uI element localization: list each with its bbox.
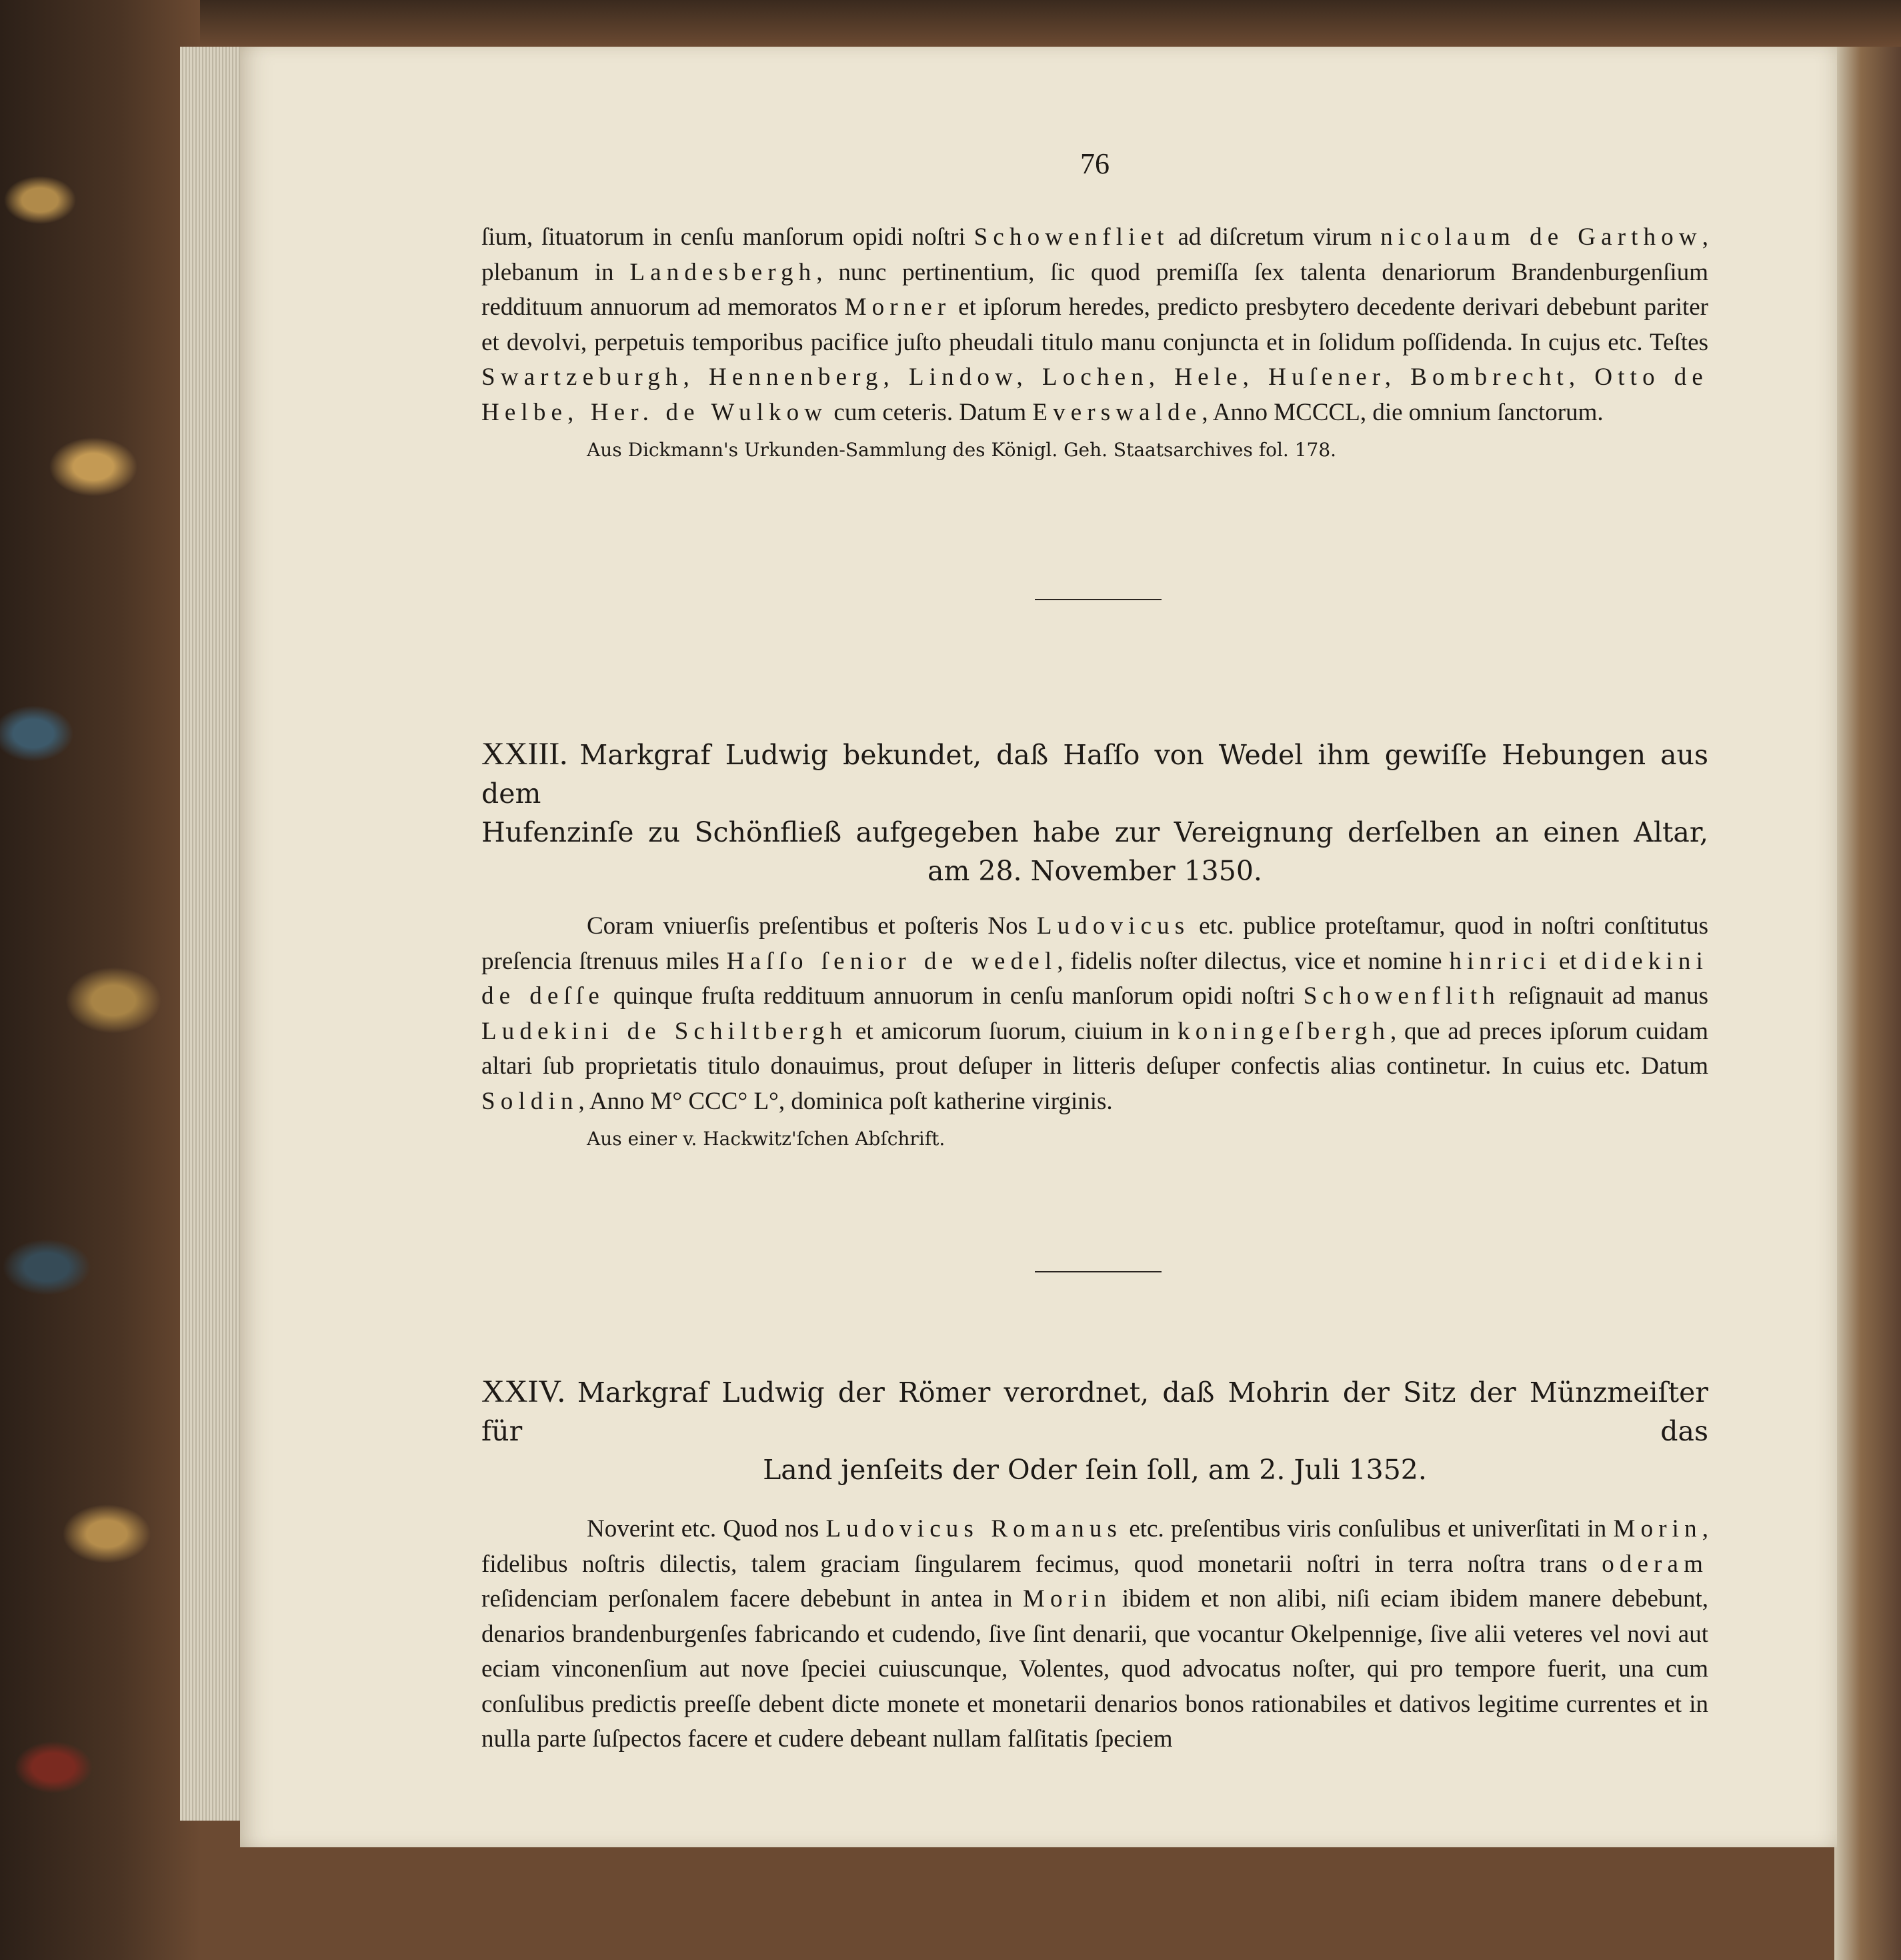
text-run: reſignauit ad manus — [1500, 982, 1709, 1010]
document-text-xxiv — [481, 1512, 1708, 1757]
text-run: etc. publice proteſtamur, quod in noſtri conſtitutus preſencia ſtrenuus miles — [481, 912, 1708, 975]
text-run: et ipſorum heredes, predicto presbytero decedente derivari debebunt pariter et devolvi, perpetuis temporibus pacifice juſto pheudali titulo manu conjuncta et in ſolidum poſſidenda. In cujus etc. Teſtes — [481, 293, 1708, 356]
text-run: , que ad preces ipſorum cuidam altari ſub proprietatis titulo donauimus, prout deſuper in litteris deſuper confectis alias continetur. In cuius etc. Datum — [481, 1017, 1708, 1080]
spaced-name: Swartzeburgh, Hennenberg, Lindow, Lochen, Hele, Huſener, Bombrecht, Otto de Helbe, Her. de Wulkow — [481, 363, 1708, 426]
text-run: , fidelibus noſtris dilectis, talem graciam ſingularem fecimus, quod monetarii noſtri in terra noſtra trans — [481, 1515, 1708, 1578]
spaced-name: Morin — [1023, 1585, 1112, 1613]
heading-line-2: Hufenzinſe zu Schönfließ aufgegeben habe zur Vereignung derſelben an einen Altar, — [481, 816, 1708, 848]
heading-line-1: XXIV. Markgraf Ludwig der Römer verordnet, daß Mohrin der Sitz der Münzmeiſter für das — [481, 1374, 1708, 1447]
heading-line-2: Land jenſeits der Oder ſein ſoll, am 2. Juli 1352. — [763, 1454, 1427, 1486]
spaced-name: hinrici — [1449, 947, 1552, 975]
document-source-xxiii: Aus einer v. Hackwitz'ſchen Abſchrift. — [587, 1128, 945, 1150]
document-heading-xxiii — [481, 735, 1708, 890]
text-run: , nunc pertinentium, ſic quod premiſſa ſex talenta denariorum Brandenburgenſium reddituum annuorum ad memoratos — [481, 258, 1709, 321]
separator-rule-2 — [1035, 1271, 1162, 1272]
spaced-name: Ludovicus — [1036, 912, 1190, 940]
text-run: quinque fruſta reddituum annuorum in cenſu manſorum opidi noſtri — [604, 982, 1304, 1010]
document-number: XXIV. — [481, 1374, 565, 1409]
book-page — [240, 47, 1837, 1847]
text-run: Coram vniuerſis preſentibus et poſteris Nos — [587, 912, 1037, 940]
page-number: 76 — [1080, 147, 1110, 180]
text-run: reſidenciam perſonalem facere debebunt in antea in — [481, 1585, 1024, 1613]
separator-rule-1 — [1035, 599, 1162, 600]
spaced-name: Ludekini de Schiltbergh — [481, 1017, 848, 1045]
spaced-name: Schowenfliet — [974, 223, 1170, 251]
spaced-name: didekini de deſſe — [481, 947, 1708, 1010]
text-run: cum ceteris. Datum — [827, 398, 1033, 426]
spaced-name: koningeſbergh — [1178, 1017, 1391, 1045]
spaced-name: Morner — [844, 293, 952, 321]
spaced-name: Soldin — [481, 1087, 579, 1115]
page-edges — [180, 47, 240, 1821]
spaced-name: nicolaum de Garthow — [1380, 223, 1702, 251]
book-cover-top — [0, 0, 1901, 47]
text-run: , fidelis noſter dilectus, vice et nomine — [1057, 947, 1450, 975]
continuation-block — [481, 220, 1708, 463]
continuation-text — [481, 220, 1708, 430]
text-run: , Anno M° CCC° L°, dominica poſt katherine virginis. — [578, 1087, 1113, 1115]
text-run: ſium, ſituatorum in cenſu manſorum opidi noſtri — [481, 223, 974, 251]
text-run: ad diſcretum virum — [1169, 223, 1381, 251]
document-number: XXIII. — [481, 736, 568, 772]
text-run: etc. preſentibus viris conſulibus et univerſitati in — [1122, 1515, 1614, 1543]
spaced-name: Ludovicus Romanus — [825, 1515, 1123, 1543]
spaced-name: oderam — [1602, 1550, 1708, 1578]
book-cover-right — [1834, 47, 1901, 1960]
spaced-name: Morin — [1613, 1515, 1702, 1543]
spaced-name: Landesbergh — [629, 258, 817, 286]
document-text-xxiii — [481, 909, 1708, 1119]
spaced-name: Haſſo ſenior de wedel — [726, 947, 1058, 975]
text-run: ibidem et non alibi, niſi eciam ibidem manere debebunt, denarios brandenburgenſes fabricando et cudendo, ſive ſint denarii, que vocantur Okelpennige, ſive alii veteres vel novi aut eciam vinconenſium aut nove ſpeciei cuiuscunque, Volentes, quod advocatus noſter, qui pro tempore fuerit, una cum conſulibus predictis preeſſe debent dicte monete et monetarii denarios bonos rationabiles et dativos legitime currentes et in nulla parte ſuſpectos facere et cudere debeant nullam falſitatis ſpeciem — [481, 1585, 1708, 1753]
continuation-source: Aus Dickmann's Urkunden-Sammlung des Königl. Geh. Staatsarchives fol. 178. — [587, 439, 1337, 461]
text-run: , plebanum in — [481, 223, 1708, 286]
document-heading-xxiv — [481, 1372, 1708, 1489]
text-run: et amicorum ſuorum, ciuium in — [847, 1017, 1178, 1045]
heading-line-3: am 28. November 1350. — [927, 855, 1262, 887]
text-run: , Anno MCCCL, die omnium ſanctorum. — [1202, 398, 1604, 426]
document-xxiv — [481, 1372, 1708, 1757]
heading-line-1: XXIII. Markgraf Ludwig bekundet, daß Haſſo von Wedel ihm gewiſſe Hebungen aus dem — [481, 736, 1708, 810]
spaced-name: Schowenflith — [1303, 982, 1500, 1010]
document-xxiii — [481, 735, 1708, 1152]
spaced-name: Everswalde — [1032, 398, 1202, 426]
marbled-cover-left — [0, 0, 200, 1960]
text-run: Noverint etc. Quod nos — [587, 1515, 826, 1543]
text-run: et — [1552, 947, 1584, 975]
